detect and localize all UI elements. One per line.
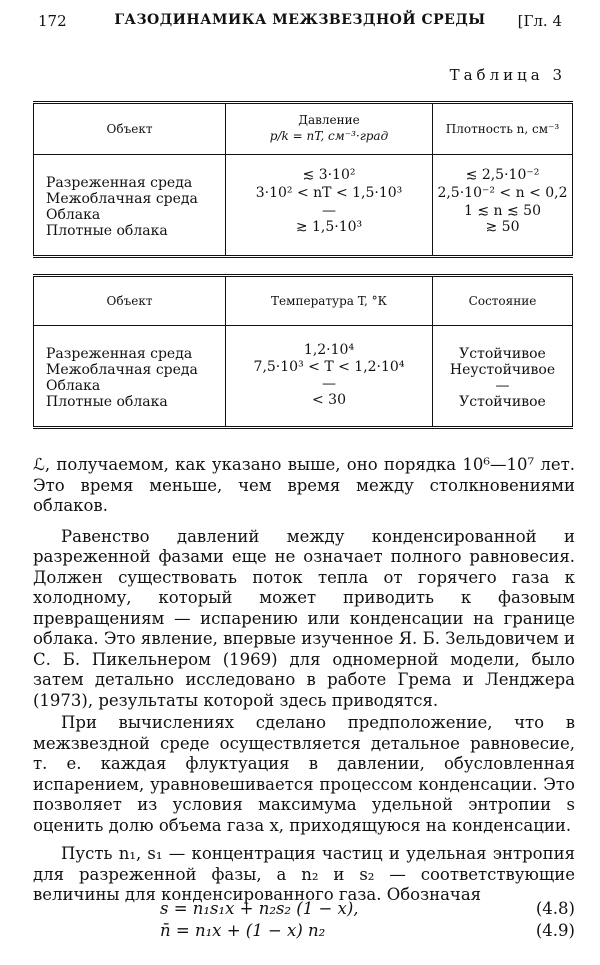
table-cell: Неустойчивое: [449, 362, 556, 378]
column-header-state: Состояние: [433, 276, 573, 326]
table-body-row: [34, 326, 573, 428]
table-cell: Межоблачная среда: [46, 362, 198, 378]
chapter-marker: [Гл. 4: [517, 12, 562, 30]
table-cell: Устойчивое: [459, 394, 546, 410]
temperature-column: [226, 326, 433, 428]
table-cell: ≲ 3·10²: [302, 167, 356, 183]
pressure-column: [226, 155, 433, 257]
object-column: [34, 155, 226, 257]
table-cell: —: [322, 376, 336, 392]
paragraph: При вычислениях сделано предположение, что в межзвездной среде осуществляется детальное равновесие, т. е. каждая флуктуация в давлении, обусловленная испарением, уравновешивается процессом конденсации. Это позволяет из условия максимума удельной энтропии s оценить долю объема газа x, приходящуюся на конденсации.: [33, 713, 575, 835]
table-cell: Разреженная среда: [46, 175, 193, 191]
table-cell: Плотные облака: [46, 223, 168, 239]
table-cell: —: [495, 378, 510, 394]
equation: [160, 898, 575, 920]
equation-expression: n̄ = n₁x + (1 − x) n₂: [160, 921, 326, 940]
table-cell: < 30: [312, 392, 346, 408]
table-header-row: [34, 276, 573, 326]
paragraph: Пусть n₁, s₁ — концентрация частиц и удельная энтропия для разреженной фазы, а n₂ и s₂ — соответствующие величины для конденсированного газа. Обозначая: [33, 844, 575, 904]
state-column: [433, 326, 573, 428]
table-header-row: [34, 103, 573, 155]
column-header-pressure: Давление p/k = nT, см⁻³·град: [226, 103, 433, 155]
table-cell: 1 ≲ n ≲ 50: [464, 203, 541, 219]
table-cell: 3·10² < nT < 1,5·10³: [255, 185, 403, 201]
table-cell: 7,5·10³ < T < 1,2·10⁴: [253, 359, 405, 375]
table-cell: Облака: [46, 378, 101, 394]
table-cell: Межоблачная среда: [46, 191, 198, 207]
column-header-density: Плотность n, см⁻³: [433, 103, 573, 155]
table-cell: —: [322, 203, 336, 219]
column-header-temperature: Температура T, °К: [226, 276, 433, 326]
running-header: [38, 12, 562, 34]
page-number: 172: [38, 12, 67, 30]
table-cell: ≲ 2,5·10⁻²: [465, 167, 540, 183]
table-cell: Плотные облака: [46, 394, 168, 410]
table-cell: Разреженная среда: [46, 346, 193, 362]
table-cell: 1,2·10⁴: [303, 342, 355, 358]
table-body-row: [34, 155, 573, 257]
table-cell: 2,5·10⁻² < n < 0,2: [437, 185, 568, 201]
body-text: [33, 455, 575, 906]
paragraph: Равенство давлений между конденсированной и разреженной фазами еще не означает полного равновесия. Должен существовать поток тепла от горячего газа к холодному, который может приводить к фазовым превращениям — испарению или конденсации на границе облака. Это явление, впервые изученное Я. Б. Зельдовичем и С. Б. Пикельнером (1969) для одномерной модели, было затем детально исследовано в работе Грема и Ленджера (1973), результаты которой здесь приводятся.: [33, 526, 575, 710]
table-label: Таблица 3: [449, 66, 566, 84]
table-cell: Устойчивое: [459, 346, 546, 362]
running-title: ГАЗОДИНАМИКА МЕЖЗВЕЗДНОЙ СРЕДЫ: [114, 12, 486, 28]
table-cell: ≳ 50: [485, 219, 520, 235]
equation: [160, 920, 575, 942]
column-header-object: Объект: [34, 276, 226, 326]
table-cell: ≳ 1,5·10³: [295, 219, 363, 235]
column-header-object: Объект: [34, 103, 226, 155]
equations: [160, 898, 575, 942]
table-temperature-state: [33, 274, 573, 429]
table-cell: Облака: [46, 207, 101, 223]
equation-number: (4.8): [535, 899, 575, 918]
equation-number: (4.9): [535, 921, 575, 940]
paragraph: ℒ, получаемом, как указано выше, оно порядка 10⁶—10⁷ лет. Это время меньше, чем время между столкновениями облаков.: [33, 455, 575, 515]
density-column: [433, 155, 573, 257]
object-column: [34, 326, 226, 428]
table-pressure-density: [33, 101, 573, 258]
equation-expression: s = n₁s₁x + n₂s₂ (1 − x),: [160, 899, 359, 918]
